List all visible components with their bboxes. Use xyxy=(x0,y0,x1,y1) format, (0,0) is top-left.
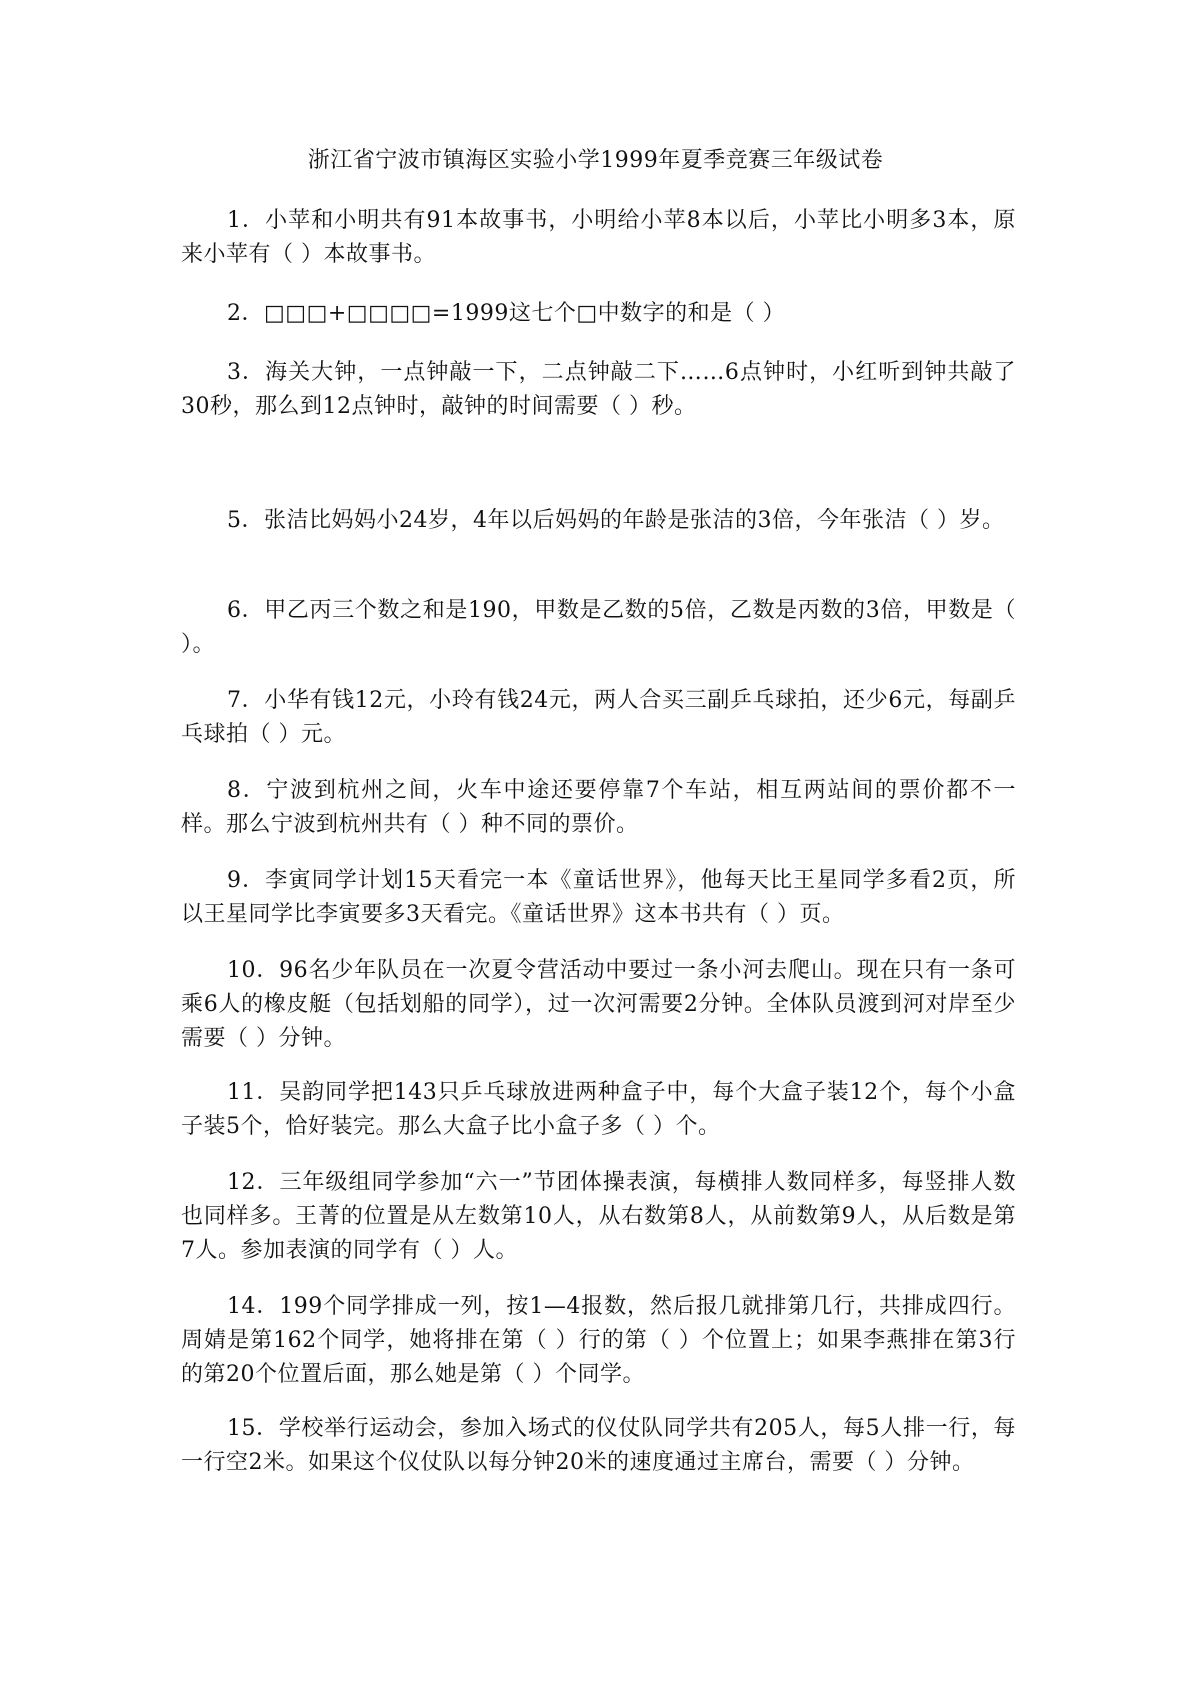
question-15: 15．学校举行运动会，参加入场式的仪仗队同学共有205人，每5人排一行，每一行空2米。如果这个仪仗队以每分钟20米的速度通过主席台，需要（ ）分钟。 xyxy=(181,1416,1016,1475)
question-1: 1．小苹和小明共有91本故事书，小明给小苹8本以后，小苹比小明多3本，原来小苹有（ ）本故事书。 xyxy=(181,208,1016,267)
question-7: 7．小华有钱12元，小玲有钱24元，两人合买三副乒乓球拍，还少6元，每副乒乓球拍（ ）元。 xyxy=(181,688,1016,747)
question-10: 10．96名少年队员在一次夏令营活动中要过一条小河去爬山。现在只有一条可乘6人的橡皮艇（包括划船的同学），过一次河需要2分钟。全体队员渡到河对岸至少需要（ ）分钟。 xyxy=(181,958,1016,1051)
question-5: 5．张洁比妈妈小24岁，4年以后妈妈的年龄是张洁的3倍，今年张洁（ ）岁。 xyxy=(227,508,1005,533)
question-2: 2．□□□+□□□□=1999这七个□中数字的和是（ ） xyxy=(227,301,786,326)
question-8: 8．宁波到杭州之间，火车中途还要停靠7个车站，相互两站间的票价都不一样。那么宁波到杭州共有（ ）种不同的票价。 xyxy=(181,778,1016,837)
question-11: 11．吴韵同学把143只乒乓球放进两种盒子中，每个大盒子装12个，每个小盒子装5个，恰好装完。那么大盒子比小盒子多（ ）个。 xyxy=(181,1080,1016,1139)
question-3: 3．海关大钟，一点钟敲一下，二点钟敲二下……6点钟时，小红听到钟共敲了30秒，那么到12点钟时，敲钟的时间需要（ ）秒。 xyxy=(181,360,1016,419)
question-9: 9．李寅同学计划15天看完一本《童话世界》，他每天比王星同学多看2页，所以王星同学比李寅要多3天看完。《童话世界》这本书共有（ ）页。 xyxy=(181,868,1016,927)
question-14: 14．199个同学排成一列，按1—4报数，然后报几就排第几行，共排成四行。周婧是第162个同学，她将排在第（ ）行的第（ ）个位置上；如果李燕排在第3行的第20个位置后面，那么她是第（ ）个同学。 xyxy=(181,1294,1016,1387)
document-title: 浙江省宁波市镇海区实验小学1999年夏季竞赛三年级试卷 xyxy=(307,148,884,173)
question-6: 6．甲乙丙三个数之和是190，甲数是乙数的5倍，乙数是丙数的3倍，甲数是（ ）。 xyxy=(181,598,1016,657)
question-12: 12．三年级组同学参加“六一”节团体操表演，每横排人数同样多，每竖排人数也同样多。王菁的位置是从左数第10人，从右数第8人，从前数第9人，从后数是第7人。参加表演的同学有（ ）人。 xyxy=(181,1170,1016,1263)
